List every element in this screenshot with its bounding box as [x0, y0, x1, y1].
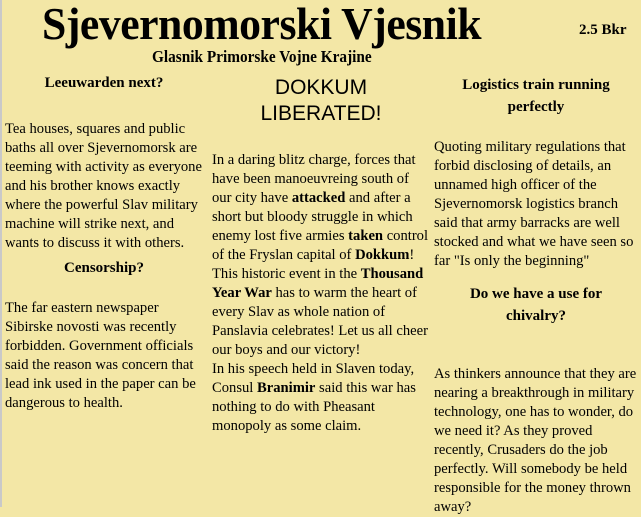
text: control of the Fryslan capital of [212, 228, 429, 263]
bold-text: attacked [291, 190, 346, 206]
article-body: The far eastern newspaper Sibirske novosti was recently forbidden. Government officials said the reason was concern that lead ink used in the paper can be dangerous to health. [5, 300, 196, 411]
bold-text: Thousand Year War [212, 266, 424, 301]
main-headline: DOKKUM LIBERATED! [260, 76, 382, 125]
article-body: Quoting military regulations that forbid disclosing of details, an unnamed high officer of the Sjevernomorsk logistics branch said that army barracks are well stocked and what we have seen so far "Is only the beginning" [434, 139, 634, 269]
left-column [5, 72, 203, 413]
text: and after a short but bloody struggle in which enemy lost five armies [212, 190, 413, 244]
article-body: Tea houses, squares and public baths all over Sjevernomorsk are teeming with activity as everyone and his brother knows exactly where the powerful Slav military machine will strike next, and wants to discuss it with others. [5, 121, 202, 251]
text: In a daring blitz charge, forces that have been manoeuvreing south of our city have [212, 152, 416, 206]
article-heading: Censorship? [63, 260, 145, 276]
price-label: 2.5 Bkr [579, 22, 627, 38]
article-body: As thinkers announce that they are nearing a breakthrough in military technology, one has to wonder, do we need it? As they proved recently, Crusaders do the job perfectly. Will somebody be held responsible for the money thrown away? [434, 366, 637, 515]
text: ! This historic event in the [212, 247, 415, 282]
right-column [434, 74, 638, 517]
article-heading: Do we have a use for chivalry? [469, 286, 603, 324]
middle-column [212, 75, 430, 436]
text: In his speech held in Slaven today, Consul [212, 361, 415, 396]
text: has to warm the heart of every Slav as whole nation of Panslavia celebrates! Let us all cheer our boys and our victory! [212, 285, 428, 358]
bold-text: taken [348, 228, 384, 244]
bold-text: Branimir [257, 380, 316, 396]
article-body [212, 151, 430, 436]
text: said this war has nothing to do with Pheasant monopoly as some claim. [212, 380, 416, 434]
bold-text: Dokkum [355, 247, 410, 263]
article-heading: Leeuwarden next? [44, 75, 164, 91]
newspaper-subtitle: Glasnik Primorske Vojne Krajine [152, 47, 372, 66]
newspaper-title: Sjevernomorski Vjesnik [42, 0, 482, 49]
article-heading: Logistics train running perfectly [462, 77, 610, 115]
